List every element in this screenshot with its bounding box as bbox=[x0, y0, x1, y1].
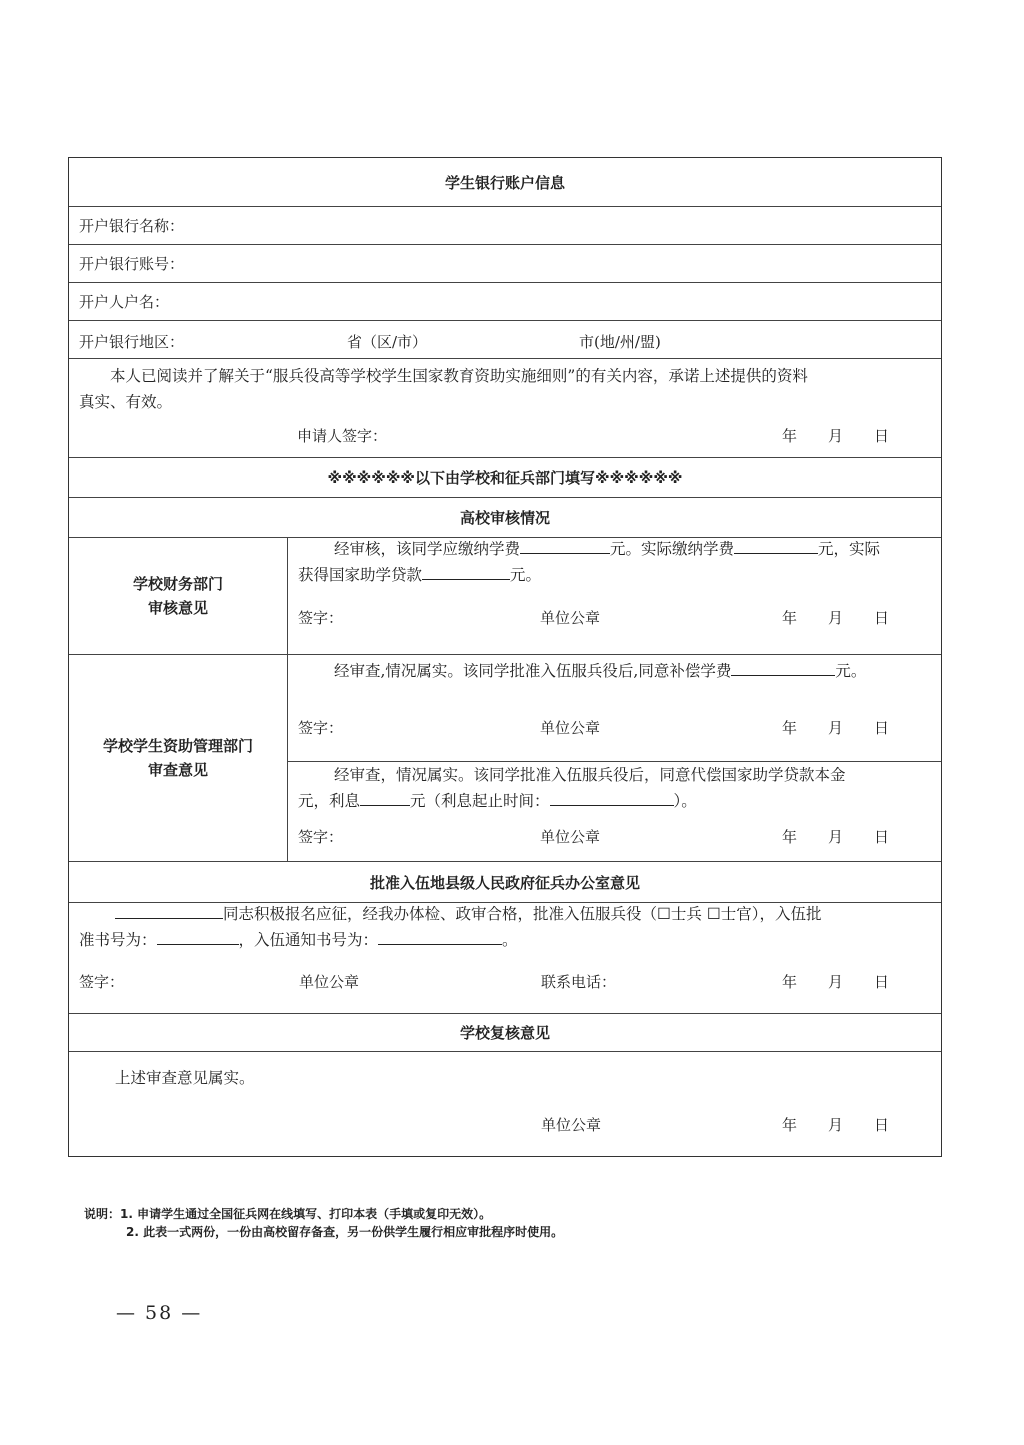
loan-year: 年 bbox=[782, 828, 798, 846]
tuition-day: 日 bbox=[874, 719, 890, 737]
note-line-1: 说明：1. 申请学生通过全国征兵网在线填写、打印本表（手填或复印无效）。 bbox=[84, 1207, 492, 1221]
finance-review-row bbox=[69, 538, 941, 655]
recheck-day: 日 bbox=[874, 1116, 890, 1134]
aid-review-row bbox=[69, 655, 941, 862]
divider-title: ※※※※※※以下由学校和征兵部门填写※※※※※※ bbox=[69, 458, 941, 498]
tuition-year: 年 bbox=[782, 719, 798, 737]
page-number: — 58 — bbox=[116, 1302, 203, 1324]
bank-section-title: 学生银行账户信息 bbox=[69, 158, 941, 207]
tuition-due-blank[interactable] bbox=[520, 537, 610, 554]
recheck-text: 上述审查意见属实。 bbox=[115, 1069, 255, 1087]
finance-sign-label: 签字： bbox=[298, 609, 344, 627]
aid-label-line2: 审查意见 bbox=[147, 761, 208, 779]
date-year: 年 bbox=[782, 427, 798, 445]
aid-label-line1: 学校学生资助管理部门 bbox=[102, 737, 253, 755]
application-form bbox=[68, 157, 942, 1157]
declaration-text-line1: 本人已阅读并了解关于“服兵役高等学校学生国家教育资助实施细则”的有关内容，承诺上述提供的资料 bbox=[110, 367, 808, 385]
loan-seal-label: 单位公章 bbox=[540, 828, 601, 846]
aid-review-content bbox=[288, 655, 941, 861]
account-holder-label: 开户人户名： bbox=[79, 293, 170, 311]
nco-checkbox[interactable]: ☐ bbox=[706, 905, 721, 923]
recruit-day: 日 bbox=[874, 973, 890, 991]
province-label: 省（区/市） bbox=[347, 333, 428, 351]
finance-label-line2: 审核意见 bbox=[147, 599, 208, 617]
finance-day: 日 bbox=[874, 609, 890, 627]
recheck-section bbox=[69, 1052, 941, 1156]
form-notes bbox=[84, 1205, 563, 1241]
recruit-text-3: ，入伍通知书号为： bbox=[238, 931, 379, 949]
declaration-text-line2: 真实、有效。 bbox=[79, 393, 173, 411]
loan-text-3: ）。 bbox=[673, 792, 697, 810]
aid-dept-label bbox=[69, 655, 288, 861]
bank-name-label: 开户银行名称： bbox=[79, 217, 185, 235]
declaration-section bbox=[69, 359, 941, 458]
tuition-comp-text-1: 经审查,情况属实。该同学批准入伍服兵役后,同意补偿学费 bbox=[334, 662, 732, 680]
loan-day: 日 bbox=[874, 828, 890, 846]
finance-dept-label bbox=[69, 538, 288, 654]
soldier-option-label: 士兵 bbox=[670, 905, 702, 923]
recruit-text-1: 同志积极报名应征，经我办体检、政审合格，批准入伍服兵役（ bbox=[223, 905, 658, 923]
loan-text-2: 元（利息起止时间： bbox=[410, 792, 550, 810]
loan-month: 月 bbox=[828, 828, 844, 846]
note-line-2: 2. 此表一式两份，一份由高校留存备查，另一份供学生履行相应审批程序时使用。 bbox=[126, 1225, 564, 1239]
finance-seal-label: 单位公章 bbox=[540, 609, 601, 627]
applicant-signature-label: 申请人签字： bbox=[297, 427, 388, 445]
date-day: 日 bbox=[874, 427, 890, 445]
notice-number-blank[interactable] bbox=[378, 928, 502, 945]
loan-text-1: 元，利息 bbox=[298, 792, 361, 810]
recheck-month: 月 bbox=[828, 1116, 844, 1134]
recruit-phone-label: 联系电话： bbox=[541, 973, 617, 991]
bank-region-field[interactable] bbox=[69, 321, 941, 359]
finance-text-2: 元。实际缴纳学费 bbox=[610, 540, 735, 558]
interest-blank[interactable] bbox=[360, 789, 410, 806]
loan-repayment-section bbox=[288, 762, 941, 861]
recheck-title: 学校复核意见 bbox=[69, 1014, 941, 1052]
finance-review-content bbox=[288, 538, 941, 654]
recruit-office-section bbox=[69, 903, 941, 1014]
interest-period-blank[interactable] bbox=[550, 789, 674, 806]
approval-number-blank[interactable] bbox=[157, 928, 239, 945]
school-review-title: 高校审核情况 bbox=[69, 498, 941, 538]
recruit-text-tail: ），入伍批 bbox=[751, 905, 822, 923]
date-month: 月 bbox=[828, 427, 844, 445]
finance-text-5: 元。 bbox=[510, 566, 542, 584]
city-label: 市(地/州/盟) bbox=[579, 333, 661, 351]
nco-option-label: 士官 bbox=[720, 905, 752, 923]
loan-sign-label: 签字： bbox=[298, 828, 344, 846]
finance-text-1: 经审核，该同学应缴纳学费 bbox=[334, 540, 521, 558]
soldier-checkbox[interactable]: ☐ bbox=[657, 905, 671, 923]
recruit-seal-label: 单位公章 bbox=[299, 973, 360, 991]
account-holder-field[interactable] bbox=[69, 283, 941, 321]
loan-amount-blank[interactable] bbox=[422, 563, 510, 580]
bank-region-label: 开户银行地区： bbox=[79, 333, 185, 351]
loan-text-line1: 经审查，情况属实。该同学批准入伍服兵役后，同意代偿国家助学贷款本金 bbox=[334, 766, 846, 784]
recruit-office-title: 批准入伍地县级人民政府征兵办公室意见 bbox=[69, 862, 941, 903]
recruit-year: 年 bbox=[782, 973, 798, 991]
bank-name-field[interactable] bbox=[69, 207, 941, 245]
account-number-field[interactable] bbox=[69, 245, 941, 283]
finance-month: 月 bbox=[828, 609, 844, 627]
tuition-paid-blank[interactable] bbox=[734, 537, 818, 554]
recheck-year: 年 bbox=[782, 1116, 798, 1134]
tuition-compensation-section bbox=[288, 655, 941, 762]
recruit-text-2: 准书号为： bbox=[79, 931, 157, 949]
recheck-seal-label: 单位公章 bbox=[541, 1116, 602, 1134]
tuition-month: 月 bbox=[828, 719, 844, 737]
tuition-comp-text-2: 元。 bbox=[835, 662, 867, 680]
tuition-sign-label: 签字： bbox=[298, 719, 344, 737]
recruit-name-blank[interactable] bbox=[115, 902, 223, 919]
tuition-seal-label: 单位公章 bbox=[540, 719, 601, 737]
recruit-text-4: 。 bbox=[502, 931, 518, 949]
recruit-month: 月 bbox=[828, 973, 844, 991]
tuition-comp-blank[interactable] bbox=[731, 659, 835, 676]
finance-text-4: 获得国家助学贷款 bbox=[298, 566, 423, 584]
finance-text-3: 元，实际 bbox=[818, 540, 881, 558]
recruit-sign-label: 签字： bbox=[79, 973, 125, 991]
account-number-label: 开户银行账号： bbox=[79, 255, 185, 273]
finance-year: 年 bbox=[782, 609, 798, 627]
finance-label-line1: 学校财务部门 bbox=[132, 575, 223, 593]
